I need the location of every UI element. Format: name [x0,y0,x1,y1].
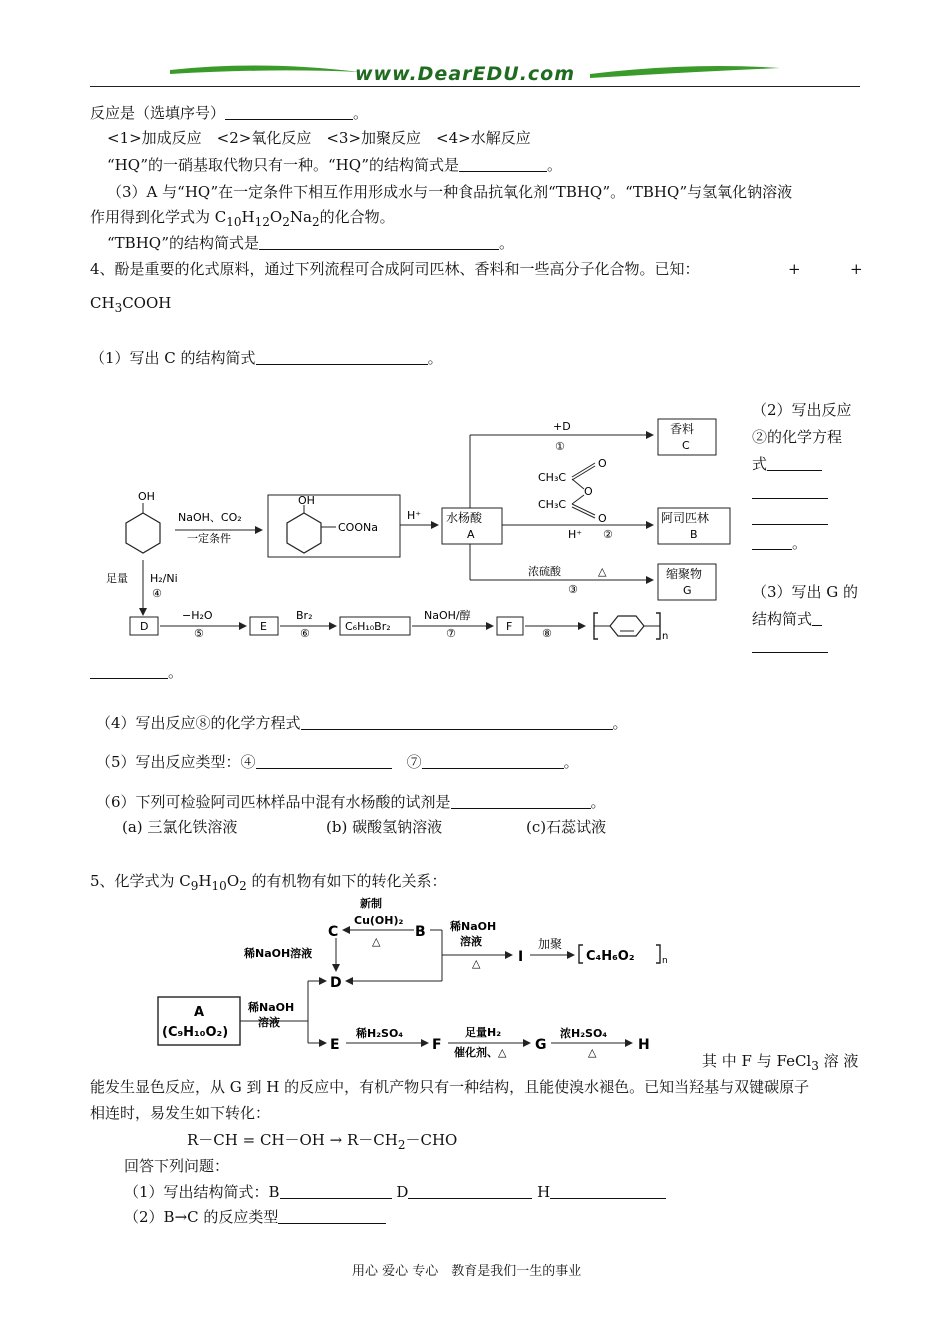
anhydride-ch3c-1: CH₃C [538,471,567,484]
q4-intro: 4、酚是重要的化式原料，通过下列流程可合成阿司匹林、香料和一些高分子化合物。已知： [90,260,700,278]
banner-swoosh-left [170,65,360,74]
condition-label: 一定条件 [187,532,231,545]
q4-q2-blank1 [752,482,828,502]
q4-plus-2: + [850,260,863,278]
reaction-1-label: ① [555,440,565,453]
polyester-g-label: G [683,584,692,597]
q4-ch3cooh: $CH_3COOH$ [90,294,172,315]
q5-intro: 5、化学式为 $C_9H_{10}O_2$ 的有机物有如下的转化关系： [90,872,447,893]
reaction-4-label: ④ [152,587,162,600]
node-d: D [330,975,342,991]
q5-flow-diagram [150,893,690,1068]
q5-line2: 能发生显色反应，从 G 到 H 的反应中，有机产物只有一种结构，且能使溴水褪色。已知当羟基与双键碳原子 [90,1078,810,1096]
page-footer: 用心 爱心 专心 教育是我们一生的事业 [352,1264,582,1279]
node-a: A [194,1005,205,1020]
h2-ni-label: H₂/Ni [150,572,178,585]
dil-naoh-solution: 稀NaOH溶液 [244,947,313,960]
conc-h2so4-label-2: 浓H₂SO₄ [560,1027,608,1040]
a-label: A [467,528,475,541]
reaction-7-label: ⑦ [446,627,456,640]
q5-line3: 相连时，易发生如下转化： [90,1104,271,1122]
polyester-label: 缩聚物 [666,567,703,581]
conc-h2so4-label: 浓硫酸 [528,565,561,578]
q4-q2-b: ②的化学方程 [752,428,843,446]
banner-swoosh-right [590,66,780,78]
phenol-ring [126,513,160,553]
reaction-3-label: ③ [568,583,578,596]
excess-label: 足量 [106,572,128,585]
node-b: B [415,924,426,940]
dil-h2so4-label: 稀H₂SO₄ [356,1027,404,1040]
q4-flow-diagram [100,395,740,650]
q4-q6: （6）下列可检验阿司匹林样品中混有水杨酸的试剂是 。 [96,793,606,811]
reaction-5-label: ⑤ [194,627,204,640]
c6h10br2-label: C₆H₁₀Br₂ [345,620,391,633]
q3-p3-line1: （3）A 与“HQ”在一定条件下相互作用形成水与一种食品抗氧化剂“TBHQ”。“TBHQ”与氢氧化钠溶液 [107,183,793,201]
q4-q3-blank [752,636,828,656]
anhydride-o-top: O [598,457,607,470]
anhydride-o-bot: O [598,512,607,525]
excess-h2-label: 足量H₂ [465,1026,502,1039]
q5-reaction: $R-CH = CH-OH \to R-CH_2-CHO$ [187,1131,458,1152]
f-box-label: F [506,620,513,633]
site-logo-text: www.DearEDU.com [355,63,576,85]
node-c: C [328,924,339,940]
product-formula: C₄H₆O₂ [586,949,635,964]
polymerize-label: 加聚 [538,937,563,951]
naoh-alc-label: NaOH/醇 [424,609,471,622]
dil-naoh-2: 稀NaOH [248,1001,295,1014]
q3-hq-line: “HQ”的一硝基取代物只有一种。“HQ”的结构简式是 。 [107,156,563,174]
plus-d-label: +D [553,420,571,433]
q3-options: <1>加成反应 <2>氧化反应 <3>加聚反应 <4>水解反应 [107,129,531,147]
aspirin-label: 阿司匹林 [661,511,710,525]
q4-q3-b: 结构简式 [752,609,822,629]
br2-label: Br₂ [296,609,313,622]
naoh-co2-label: NaOH、CO₂ [178,511,242,524]
anhydride-o-mid: O [584,485,593,498]
q4-q5: （5）写出反应类型：④ ⑦ 。 [96,753,579,771]
header-rule [90,86,860,87]
product-bracket-left [579,945,583,963]
cuoh2-label: Cu(OH)₂ [354,914,404,927]
q4-q3-a: （3）写出 G 的 [752,583,859,601]
delta-label: △ [598,565,607,578]
aspirin-b-label: B [690,528,698,541]
salicylic-acid-label: 水杨酸 [446,511,483,525]
q3-tbhq-line: “TBHQ”的结构简式是 。 [107,234,515,252]
salicylate-oh: OH [298,494,315,507]
polymer-ring [610,616,644,636]
product-bracket-right [656,945,660,963]
q4-q1: （1）写出 C 的结构简式 。 [90,349,443,367]
q4-opt-c: (c)石蕊试液 [526,818,607,836]
q5-q1: （1）写出结构简式：B D H [124,1182,666,1202]
spice-label: 香料 [670,422,695,436]
q5-tail: 其 中 F 与 FeCl$_3$ 溶 液 [702,1052,859,1073]
delta-3: △ [588,1046,597,1059]
q4-q2-c: 式 [752,454,822,474]
q4-q4: （4）写出反应⑧的化学方程式 。 [96,714,628,732]
delta-2: △ [472,957,481,970]
node-g: G [535,1037,547,1053]
q5-answer: 回答下列问题： [124,1157,230,1175]
node-i: I [518,949,524,965]
solution-2: 溶液 [258,1016,280,1029]
node-a-formula: (C₉H₁₀O₂) [162,1025,229,1040]
hplus-label-1: H⁺ [407,509,422,522]
reaction-8-label: ⑧ [542,627,552,640]
hplus-label-2: H⁺ [568,528,583,541]
e-box-label: E [260,620,267,633]
fresh-label: 新制 [360,897,382,910]
product-n: n [662,956,668,966]
node-e: E [330,1037,340,1053]
salicylate-coona: COONa [338,521,378,534]
q4-q3-blank-end: 。 [90,662,183,682]
catalyst-label: 催化剂、△ [454,1046,507,1059]
solution-1: 溶液 [460,935,482,948]
node-f: F [432,1037,442,1053]
q3-p3-line2: 作用得到化学式为 $C_{10}H_{12}O_2Na_2$的化合物。 [90,208,395,229]
q4-q2-blank3: 。 [752,533,807,553]
q4-plus-1: + [788,260,801,278]
q5-q2: （2）B→C 的反应类型 [124,1207,386,1227]
q4-opt-a: (a) 三氯化铁溶液 [122,818,238,836]
delta-1: △ [372,935,381,948]
reaction-6-label: ⑥ [300,627,310,640]
minus-h2o-label: −H₂O [182,609,213,622]
d-box-label: D [140,620,149,633]
salicylate-ring [287,513,321,553]
polymer-n: n [662,631,669,642]
node-h: H [638,1037,650,1053]
salicylate-box [268,495,400,557]
dil-naoh-1: 稀NaOH [450,920,497,933]
q4-q2-blank2 [752,508,828,528]
q4-opt-b: (b) 碳酸氢钠溶液 [326,818,443,836]
anhydride-ch3c-2: CH₃C [538,498,567,511]
q4-q2-a: （2）写出反应 [752,401,852,419]
phenol-oh: OH [138,490,155,503]
reaction-2-label: ② [603,528,613,541]
spice-c-label: C [682,439,690,452]
q3-line1: 反应是（选填序号） 。 [90,104,369,122]
